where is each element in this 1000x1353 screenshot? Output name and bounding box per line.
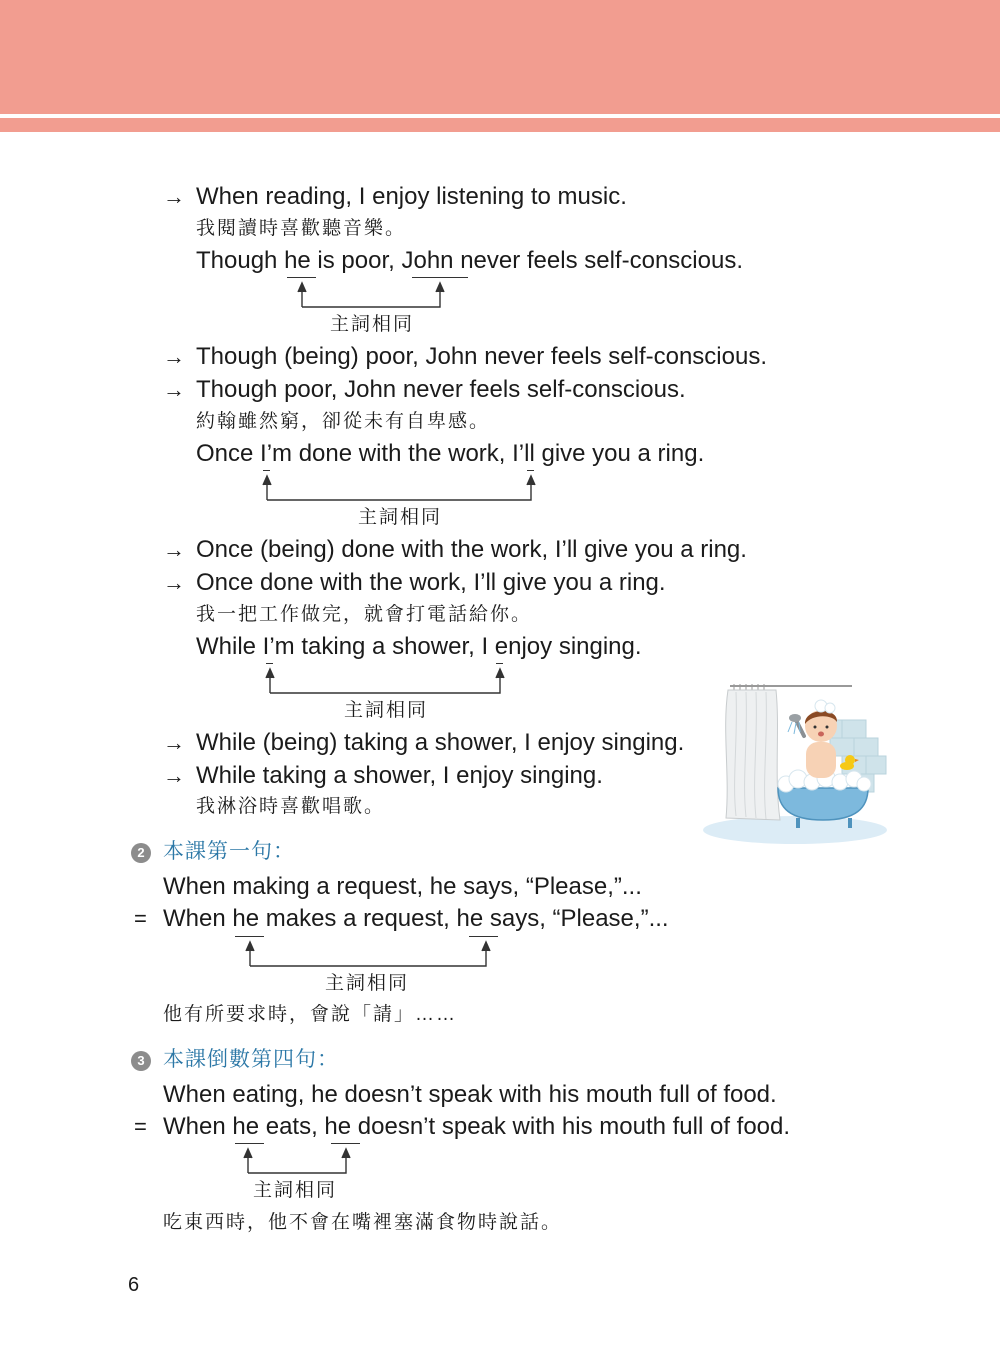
example-line: When he makes a request, he says, “Please,”...: [163, 905, 669, 932]
example-sentence: Though he is poor, John never feels self-conscious.: [196, 247, 743, 274]
example-line: When he eats, he doesn’t speak with his mouth full of food.: [163, 1113, 791, 1140]
subject-underline: [266, 663, 273, 664]
header-band: [0, 0, 1000, 114]
subject-link-diagram: [255, 474, 545, 504]
subject-underline: [287, 277, 316, 278]
subject-link-diagram: [236, 1147, 366, 1177]
subject-underline: [331, 1143, 360, 1144]
page-number: 6: [128, 1274, 140, 1296]
arrow-icon: →: [163, 184, 185, 209]
subject-underline: [469, 936, 498, 937]
arrow-icon: →: [163, 570, 185, 595]
same-subject-label: 主詞相同: [344, 700, 429, 721]
example-line: When reading, I enjoy listening to music.: [196, 183, 627, 210]
translation-line: 我淋浴時喜歡唱歌。: [196, 796, 386, 817]
translation-line: 約翰雖然窮，卻從未有自卑感。: [196, 411, 491, 432]
arrow-icon: →: [163, 537, 185, 562]
subject-link-diagram: [290, 281, 450, 311]
same-subject-label: 主詞相同: [358, 507, 443, 528]
equals-sign: =: [134, 906, 147, 931]
example-line: Though poor, John never feels self-conscious.: [196, 376, 686, 403]
subject-link-diagram: [238, 940, 498, 970]
boy-in-bathtub-illustration: [700, 680, 895, 845]
subject-underline: [412, 277, 468, 278]
equals-sign: =: [134, 1114, 147, 1139]
example-line: While (being) taking a shower, I enjoy singing.: [196, 729, 685, 756]
translation-line: 我閱讀時喜歡聽音樂。: [196, 218, 407, 239]
section-number-badge: 3: [131, 1051, 151, 1071]
translation-line: 他有所要求時，會說「請」……: [163, 1004, 458, 1025]
example-sentence: While I’m taking a shower, I enjoy singing.: [196, 633, 642, 660]
subject-underline: [235, 1143, 264, 1144]
subject-underline: [527, 470, 534, 471]
arrow-icon: →: [163, 344, 185, 369]
example-line: Though (being) poor, John never feels self-conscious.: [196, 343, 767, 370]
subject-underline: [496, 663, 503, 664]
example-line: Once done with the work, I’ll give you a ring.: [196, 569, 666, 596]
example-line: Once (being) done with the work, I’ll give you a ring.: [196, 536, 747, 563]
subject-link-diagram: [258, 667, 518, 697]
example-sentence: Once I’m done with the work, I’ll give you a ring.: [196, 440, 705, 467]
example-line: When making a request, he says, “Please,”...: [163, 873, 642, 900]
translation-line: 我一把工作做完，就會打電話給你。: [196, 604, 533, 625]
section-heading: 本課第一句：: [163, 840, 295, 863]
section-number-badge: 2: [131, 843, 151, 863]
section-heading: 本課倒數第四句：: [163, 1048, 339, 1071]
example-line: When eating, he doesn’t speak with his mouth full of food.: [163, 1081, 777, 1108]
header-stripe: [0, 118, 1000, 132]
same-subject-label: 主詞相同: [253, 1180, 338, 1201]
same-subject-label: 主詞相同: [325, 973, 410, 994]
arrow-icon: →: [163, 763, 185, 788]
arrow-icon: →: [163, 730, 185, 755]
arrow-icon: →: [163, 377, 185, 402]
same-subject-label: 主詞相同: [330, 314, 415, 335]
example-line: While taking a shower, I enjoy singing.: [196, 762, 603, 789]
subject-underline: [235, 936, 264, 937]
subject-underline: [263, 470, 270, 471]
translation-line: 吃東西時，他不會在嘴裡塞滿食物時說話。: [163, 1212, 563, 1233]
